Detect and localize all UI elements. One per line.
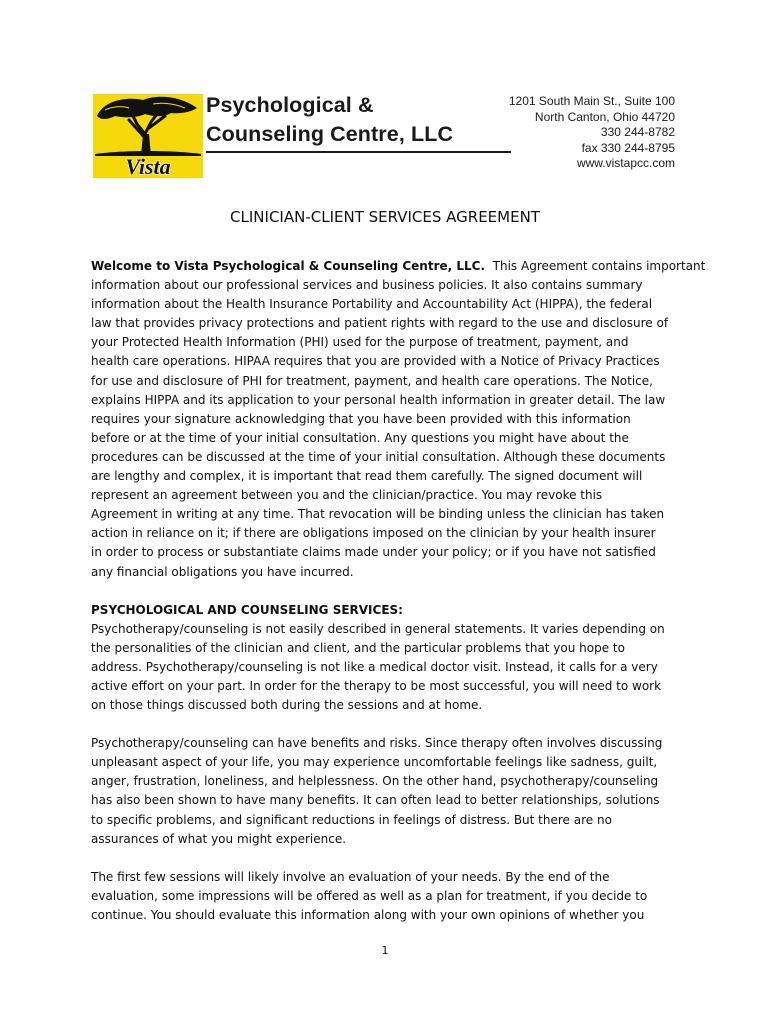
intro-line: in order to process or substantiate claims made under your policy; or if you have not satisfied xyxy=(91,545,656,560)
services-line: to specific problems, and significant reductions in feelings of distress. But there are no xyxy=(91,812,612,827)
document-body xyxy=(91,257,706,944)
address-fax: fax 330 244-8795 xyxy=(581,140,675,155)
services-paragraph-3 xyxy=(91,868,683,925)
services-paragraph-1 xyxy=(91,601,683,716)
address-phone: 330 244-8782 xyxy=(600,125,675,139)
services-line: address. Psychotherapy/counseling is not like a medical doctor visit. Instead, it calls for a very xyxy=(91,659,658,674)
address-city: North Canton, Ohio 44720 xyxy=(534,109,675,124)
vista-tree-logo xyxy=(93,94,203,178)
services-paragraph-2 xyxy=(91,734,683,849)
company-name-line1: Psychological & xyxy=(206,93,374,117)
intro-bold-lead: Welcome to Vista Psychological & Counseling Centre, LLC. xyxy=(91,259,486,273)
page-number: 1 xyxy=(381,944,389,957)
intro-line: Welcome to Vista Psychological & Counseling Centre, LLC. This Agreement contains important xyxy=(91,259,706,273)
address-street: 1201 South Main St., Suite 100 xyxy=(508,94,675,108)
services-line: anger, frustration, loneliness, and helplessness. On the other hand, psychotherapy/counseling xyxy=(91,774,659,789)
services-line: evaluation, some impressions will be offered as well as a plan for treatment, if you decide to xyxy=(91,888,648,903)
intro-line: your Protected Health Information (PHI) used for the purpose of treatment, payment, and xyxy=(91,335,629,350)
header-rule xyxy=(206,151,511,153)
services-line: the personalities of the clinician and client, and the particular problems that you hope to xyxy=(91,640,625,655)
services-line: The first few sessions will likely involve an evaluation of your needs. By the end of the xyxy=(91,869,610,884)
address-website: www.vistapcc.com xyxy=(576,156,675,170)
company-name-line2: Counseling Centre, LLC xyxy=(206,122,454,146)
services-line: Psychotherapy/counseling is not easily described in general statements. It varies depending on xyxy=(91,621,665,636)
intro-line: information about our professional services and business policies. It also contains summary xyxy=(91,278,643,293)
svg-text:Vista: Vista xyxy=(125,154,171,178)
intro-line: requires your signature acknowledging that you have been provided with this information xyxy=(91,411,631,426)
services-line: has also been shown to have many benefits. It can often lead to better relationships, solutions xyxy=(91,793,660,808)
intro-line: Agreement in writing at any time. That revocation will be binding unless the clinician has taken xyxy=(91,507,665,522)
services-line: continue. You should evaluate this information along with your own opinions of whether you xyxy=(91,907,645,922)
intro-line: represent an agreement between you and the clinician/practice. You may revoke this xyxy=(91,488,603,503)
section-heading: PSYCHOLOGICAL AND COUNSELING SERVICES: xyxy=(91,602,403,617)
address-block xyxy=(509,94,675,172)
services-line: active effort on your part. In order for the therapy to be most successful, you will need to work xyxy=(91,678,662,693)
intro-line: are lengthy and complex, it is important that read them carefully. The signed document will xyxy=(91,469,643,484)
intro-line: before or at the time of your initial consultation. Any questions you might have about the xyxy=(91,430,629,445)
intro-line: health care operations. HIPAA requires that you are provided with a Notice of Privacy Practices xyxy=(91,354,660,369)
intro-line: information about the Health Insurance Portability and Accountability Act (HIPPA), the federal xyxy=(91,297,653,312)
intro-line: procedures can be discussed at the time of your initial consultation. Although these documents xyxy=(91,449,666,464)
intro-line: any financial obligations you have incurred. xyxy=(91,564,354,579)
intro-line: action in reliance on it; if there are obligations imposed on the clinician by your health insurer xyxy=(91,526,656,541)
company-name xyxy=(206,91,453,149)
document-title: CLINICIAN-CLIENT SERVICES AGREEMENT xyxy=(230,208,540,226)
intro-line: explains HIPPA and its application to your personal health information in greater detail. The law xyxy=(91,392,666,407)
services-line: assurances of what you might experience. xyxy=(91,831,347,846)
intro-paragraph xyxy=(91,257,706,582)
intro-line: law that provides privacy protections and patient rights with regard to the use and disclosure of xyxy=(91,316,669,331)
services-line: unpleasant aspect of your life, you may experience uncomfortable feelings like sadness, guilt, xyxy=(91,755,658,770)
intro-line: for use and disclosure of PHI for treatment, payment, and health care operations. The Notice, xyxy=(91,373,653,388)
services-line: on those things discussed both during the sessions and at home. xyxy=(91,698,483,713)
services-line: Psychotherapy/counseling can have benefits and risks. Since therapy often involves discussing xyxy=(91,736,663,751)
